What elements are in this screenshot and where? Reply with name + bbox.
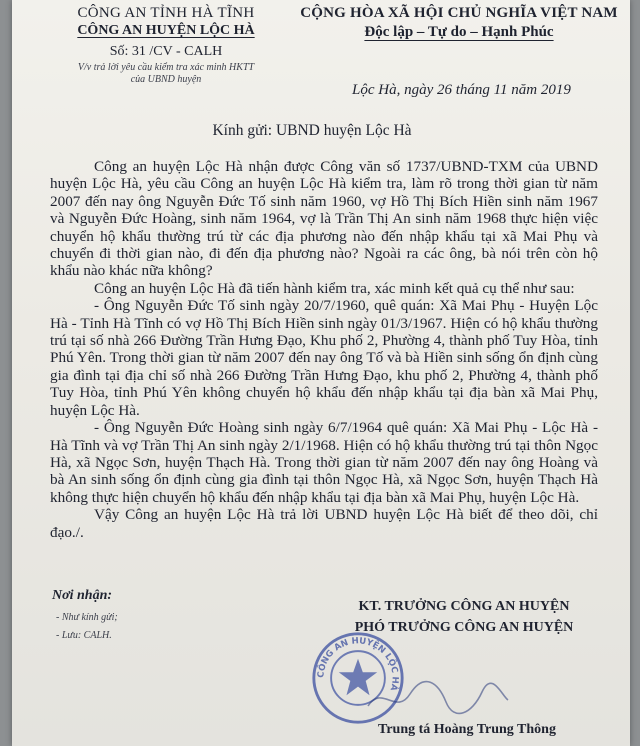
subject-line-2: của UBND huyện — [130, 74, 202, 85]
paragraph-person-2: - Ông Nguyễn Đức Hoàng sinh ngày 6/7/1964 quê quán: Xã Mai Phụ - Lộc Hà - Hà Tĩnh và vợ Trần Thị An sinh ngày 2/1/1968. Hiện có hộ khẩu thường trú tại thôn Ngọc Hà, xã Ngọc Sơn, huyện Thạch Hà. Trong thời gian từ năm 2007 đến nay ông Hoàng và bà An sinh sống ổn định cùng gia đình tại thôn Ngọc Hà, xã Ngọc Sơn, huyện Thạch Hà không thực hiện chuyển hộ khẩu đến nhập khẩu tại địa bàn xã Mai Phụ, huyện Lộc Hà. — [50, 419, 598, 506]
document-number: Số: 31 /CV - CALH — [109, 44, 223, 59]
paragraph-request: Công an huyện Lộc Hà nhận được Công văn số 1737/UBND-TXM của UBND huyện Lộc Hà, yêu cầu Công an huyện Lộc Hà kiểm tra, làm rõ trong thời gian từ năm 2007 đến nay ông Nguyễn Đức Tố sinh năm 1960, vợ Hồ Thị Bích Hiền sinh năm 1967 và Nguyễn Đức Hoàng, sinh năm 1964, vợ là Trần Thị An sinh năm 1968 thực hiện việc chuyển hộ khẩu thường trú từ các địa phương nào đến nhập khẩu tại xã Mai Phụ và chuyển đi thời gian nào, đi đến địa phương nào? Ngoài ra các ông, bà nói trên còn hộ khẩu nào khác nữa không? — [50, 158, 598, 280]
recipients-title: Nơi nhận: — [52, 588, 113, 603]
paragraph-result-intro: Công an huyện Lộc Hà đã tiến hành kiểm tra, xác minh kết quả cụ thể như sau: — [94, 279, 575, 297]
national-title: CỘNG HÒA XÃ HỘI CHỦ NGHĨA VIỆT NAM — [300, 5, 618, 21]
paragraph-conclusion: Vậy Công an huyện Lộc Hà trả lời UBND huyện Lộc Hà biết để theo dõi, chỉ đạo./. — [50, 506, 598, 541]
recipient-item: - Lưu: CALH. — [56, 630, 112, 641]
signature-authority: KT. TRƯỞNG CÔNG AN HUYỆN — [358, 599, 570, 614]
paragraph-person-1: - Ông Nguyễn Đức Tố sinh ngày 20/7/1960, quê quán: Xã Mai Phụ - Huyện Lộc Hà - Tỉnh Hà Tĩnh có vợ Hồ Thị Bích Hiền sinh ngày 01/3/1967. Hiện có hộ khẩu thường trú tại số nhà 266 Đường Trần Hưng Đạo, Khu phố 2, Phường 4, thành phố Tuy Hòa, tỉnh Phú Yên. Trong thời gian từ năm 2007 đến nay ông Tố và bà Hiền sinh sống ổn định cùng gia đình tại địa chỉ số nhà 266 Đường Trần Hưng Đạo, khu phố 2, Phường 4, thành phố Tuy Hòa, tỉnh Phú Yên không chuyển hộ khẩu đến nhập khẩu tại địa bàn xã Mai Phụ, huyện Lộc Hà. — [50, 297, 598, 419]
document-sheet — [12, 0, 630, 746]
national-header — [294, 4, 624, 42]
greeting: Kính gửi: UBND huyện Lộc Hà — [212, 122, 412, 139]
handwritten-signature-icon — [362, 676, 512, 720]
seal-text: CÔNG AN HUYỆN LỘC HÀ — [316, 636, 400, 692]
national-motto: Độc lập – Tự do – Hạnh Phúc — [364, 24, 554, 40]
date-line: Lộc Hà, ngày 26 tháng 11 năm 2019 — [352, 82, 571, 98]
signature-position: PHÓ TRƯỞNG CÔNG AN HUYỆN — [354, 620, 574, 635]
signer-name: Trung tá Hoàng Trung Thông — [378, 722, 556, 737]
subject-line-1: V/v trả lời yêu cầu kiểm tra xác minh HKTT — [77, 62, 255, 73]
issuer-header — [46, 4, 286, 86]
issuer-org: CÔNG AN TỈNH HÀ TĨNH — [77, 5, 255, 21]
document-body — [50, 158, 598, 541]
issuer-unit: CÔNG AN HUYỆN LỘC HÀ — [77, 23, 255, 38]
recipient-item: - Như kính gửi; — [56, 612, 118, 623]
